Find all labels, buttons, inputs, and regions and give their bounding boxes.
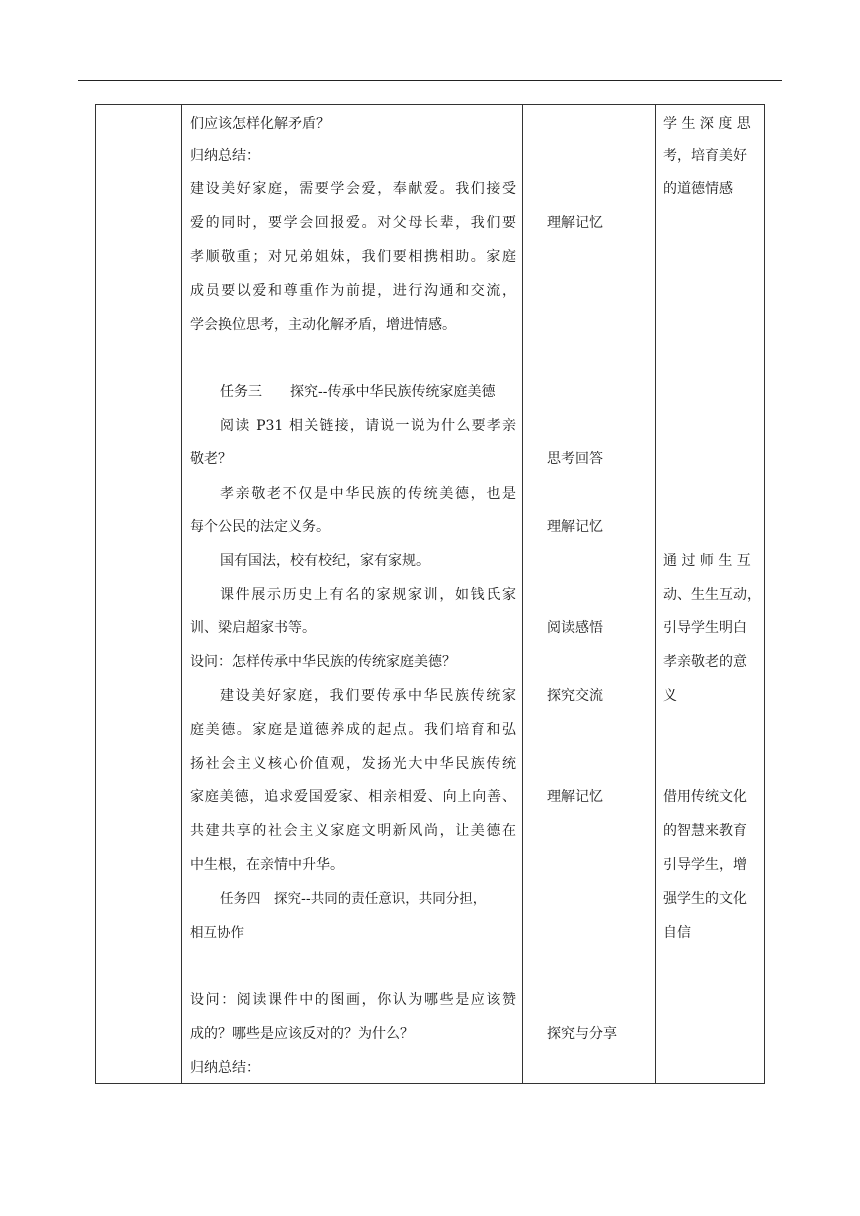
student-activity: 理解记忆 — [547, 789, 603, 805]
content-line: 建设美好家庭，我们要传承中华民族传统家 — [220, 688, 516, 704]
content-line: 设问：怎样传承中华民族的传统家庭美德？ — [190, 654, 456, 670]
design-intent-line: 义 — [663, 688, 677, 704]
content-line: 中生根，在亲情中升华。 — [190, 857, 344, 873]
student-activity: 阅读感悟 — [547, 620, 603, 636]
student-activity: 探究交流 — [547, 688, 603, 704]
content-line: 学会换位思考，主动化解矛盾，增进情感。 — [190, 317, 456, 333]
design-intent-line: 的智慧来教育 — [663, 823, 747, 839]
design-intent-line: 自信 — [663, 925, 691, 941]
content-line: 共建共享的社会主义家庭文明新风尚，让美德在 — [190, 823, 516, 839]
content-line: 扬社会主义核心价值观，发扬光大中华民族传统 — [190, 756, 516, 772]
design-intent-line: 学 生 深 度 思 — [663, 116, 751, 132]
content-line: 成的？哪些是应该反对的？为什么？ — [190, 1026, 414, 1042]
content-line: 孝顺敬重；对兄弟姐妹，我们要相携相助。家庭 — [190, 249, 516, 265]
content-line: 每个公民的法定义务。 — [190, 519, 330, 535]
design-intent-line: 孝亲敬老的意 — [663, 654, 747, 670]
design-intent-line: 动、生生互动， — [663, 587, 761, 603]
design-intent-line: 通 过 师 生 互 — [663, 553, 751, 569]
content-line: 建设美好家庭，需要学会爱，奉献爱。我们接受 — [190, 181, 516, 197]
column-divider-3 — [655, 105, 656, 1083]
content-line: 归纳总结： — [190, 148, 260, 164]
header-rule — [78, 80, 782, 81]
content-line: 庭美德。家庭是道德养成的起点。我们培育和弘 — [190, 722, 516, 738]
design-intent-line: 引导学生，增 — [663, 857, 747, 873]
column-divider-2 — [522, 105, 523, 1083]
student-activity: 理解记忆 — [547, 215, 603, 231]
design-intent-line: 强学生的文化 — [663, 891, 747, 907]
student-activity: 探究与分享 — [547, 1026, 617, 1042]
task-three-heading: 任务三 探究--传承中华民族传统家庭美德 — [220, 384, 496, 400]
student-activity: 思考回答 — [547, 451, 603, 467]
design-intent-line: 借用传统文化 — [663, 789, 747, 805]
task-four-heading: 任务四 探究--共同的责任意识，共同分担， — [220, 891, 487, 907]
content-line: 归纳总结： — [190, 1060, 260, 1076]
content-line: 孝亲敬老不仅是中华民族的传统美德，也是 — [220, 486, 516, 502]
content-line: 们应该怎样化解矛盾？ — [190, 116, 330, 132]
content-line: 设问：阅读课件中的图画，你认为哪些是应该赞 — [190, 992, 516, 1008]
content-line: 课件展示历史上有名的家规家训，如钱氏家 — [220, 587, 516, 603]
content-line: 相互协作 — [190, 925, 244, 941]
content-line: 爱的同时，要学会回报爱。对父母长辈，我们要 — [190, 215, 516, 231]
content-line: 国有国法，校有校纪，家有家规。 — [220, 553, 430, 569]
content-line: 家庭美德，追求爱国爱家、相亲相爱、向上向善、 — [190, 789, 516, 805]
design-intent-line: 考，培育美好 — [663, 148, 747, 164]
design-intent-line: 引导学生明白 — [663, 620, 747, 636]
content-line: 训、梁启超家书等。 — [190, 620, 316, 636]
design-intent-line: 的道德情感 — [663, 181, 733, 197]
content-line: 敬老？ — [190, 451, 232, 467]
column-divider-1 — [181, 105, 182, 1083]
content-line: 成员要以爱和尊重作为前提，进行沟通和交流， — [190, 283, 516, 299]
content-line: 阅读 P31 相关链接，请说一说为什么要孝亲 — [220, 418, 516, 434]
student-activity: 理解记忆 — [547, 519, 603, 535]
